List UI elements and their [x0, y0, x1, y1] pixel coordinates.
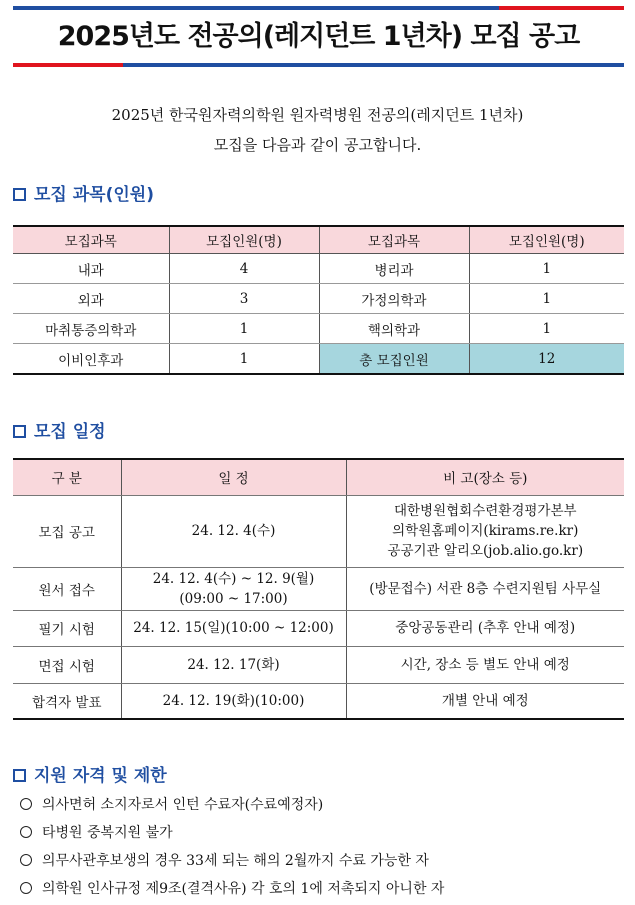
table-cell	[346, 646, 624, 683]
column-header: 비 고(장소 등)	[346, 459, 624, 495]
table-cell: 내과	[13, 254, 169, 284]
table-cell: 필기 시험	[13, 610, 121, 646]
cell-line: 공공기관 알리오(job.alio.go.kr)	[387, 543, 584, 559]
column-header: 모집과목	[319, 226, 469, 254]
table-cell	[121, 567, 346, 610]
table-cell: 1	[469, 254, 624, 284]
section-title: 지원 자격 및 제한	[34, 766, 167, 786]
table-row	[13, 683, 624, 719]
square-bullet-icon	[13, 425, 26, 438]
section-title: 모집 일정	[34, 422, 106, 442]
qualification-list	[20, 791, 444, 903]
table-cell	[121, 646, 346, 683]
schedule-table	[13, 458, 624, 720]
table-cell	[346, 495, 624, 567]
cell-line: 24. 12. 19(화)(10:00)	[162, 692, 305, 709]
section-heading-qualifications	[13, 761, 167, 786]
intro-line-2: 모집을 다음과 같이 공고합니다.	[213, 136, 422, 154]
table-cell: 원서 접수	[13, 567, 121, 610]
table-cell: 1	[169, 314, 319, 344]
table-row	[13, 567, 624, 610]
cell-line: 24. 12. 4(수) ~ 12. 9(월)	[152, 570, 315, 587]
table-cell	[346, 683, 624, 719]
section-title: 모집 과목(인원)	[34, 185, 154, 205]
cell-line: 24. 12. 17(화)	[187, 656, 280, 673]
table-cell	[121, 495, 346, 567]
table-cell: 3	[169, 284, 319, 314]
list-item	[20, 847, 444, 875]
list-item-text: 의무사관후보생의 경우 33세 되는 해의 2월까지 수료 가능한 자	[42, 853, 429, 869]
table-cell	[121, 610, 346, 646]
top-bar-red	[499, 6, 624, 10]
list-item	[20, 875, 444, 903]
cell-line: (방문접수) 서관 8층 수련지원팀 사무실	[369, 580, 602, 597]
cell-line: 24. 12. 4(수)	[191, 523, 276, 539]
table-cell: 병리과	[319, 254, 469, 284]
cell-line: 중앙공동관리 (추후 안내 예정)	[395, 620, 576, 636]
table-cell: 1	[469, 284, 624, 314]
column-header: 구 분	[13, 459, 121, 495]
cell-line: 24. 12. 15(일)(10:00 ~ 12:00)	[133, 620, 334, 636]
table-cell: 면접 시험	[13, 646, 121, 683]
intro-text	[0, 100, 635, 160]
table-header-row	[13, 226, 624, 254]
cell-line: 의학원홈페이지(kirams.re.kr)	[392, 523, 579, 539]
table-cell: 모집 공고	[13, 495, 121, 567]
table-row	[13, 254, 624, 284]
table-cell: 가정의학과	[319, 284, 469, 314]
table-row	[13, 495, 624, 567]
circle-bullet-icon	[20, 826, 32, 838]
cell-line: 개별 안내 예정	[441, 692, 529, 709]
table-cell: 이비인후과	[13, 344, 169, 375]
list-item	[20, 791, 444, 819]
table-cell: 1	[469, 314, 624, 344]
circle-bullet-icon	[20, 882, 32, 894]
list-item-text: 의사면허 소지자로서 인턴 수료자(수료예정자)	[42, 797, 324, 813]
table-row	[13, 314, 624, 344]
bottom-bar-red	[13, 63, 123, 67]
bottom-bar-blue	[123, 63, 624, 67]
list-item-text: 타병원 중복지원 불가	[42, 825, 173, 841]
total-value-cell: 12	[469, 344, 624, 375]
table-cell	[346, 610, 624, 646]
recruit-table	[13, 225, 624, 375]
column-header: 모집인원(명)	[469, 226, 624, 254]
cell-line: 시간, 장소 등 별도 안내 예정	[400, 656, 570, 673]
table-row	[13, 646, 624, 683]
circle-bullet-icon	[20, 798, 32, 810]
page-title: 2025년도 전공의(레지던트 1년차) 모집 공고	[57, 21, 580, 52]
top-bar-blue	[13, 6, 499, 10]
cell-line: 대한병원협회수련환경평가본부	[393, 503, 577, 519]
table-row	[13, 610, 624, 646]
list-item-text: 의학원 인사규정 제9조(결격사유) 각 호의 1에 저촉되지 아니한 자	[42, 881, 445, 897]
section-heading-schedule	[13, 417, 106, 442]
table-cell: 합격자 발표	[13, 683, 121, 719]
column-header: 일 정	[121, 459, 346, 495]
column-header: 모집인원(명)	[169, 226, 319, 254]
total-label-cell: 총 모집인원	[319, 344, 469, 375]
cell-line: (09:00 ~ 17:00)	[179, 590, 288, 607]
list-item	[20, 819, 444, 847]
table-cell: 4	[169, 254, 319, 284]
table-cell	[121, 683, 346, 719]
table-cell: 외과	[13, 284, 169, 314]
table-cell: 1	[169, 344, 319, 375]
table-cell: 핵의학과	[319, 314, 469, 344]
table-cell	[346, 567, 624, 610]
circle-bullet-icon	[20, 854, 32, 866]
intro-line-1: 2025년 한국원자력의학원 원자력병원 전공의(레지던트 1년차)	[111, 106, 524, 124]
square-bullet-icon	[13, 769, 26, 782]
column-header: 모집과목	[13, 226, 169, 254]
table-header-row	[13, 459, 624, 495]
title-banner	[13, 0, 624, 68]
section-heading-recruit	[13, 180, 154, 205]
table-row	[13, 344, 624, 375]
square-bullet-icon	[13, 188, 26, 201]
table-cell: 마취통증의학과	[13, 314, 169, 344]
table-row	[13, 284, 624, 314]
